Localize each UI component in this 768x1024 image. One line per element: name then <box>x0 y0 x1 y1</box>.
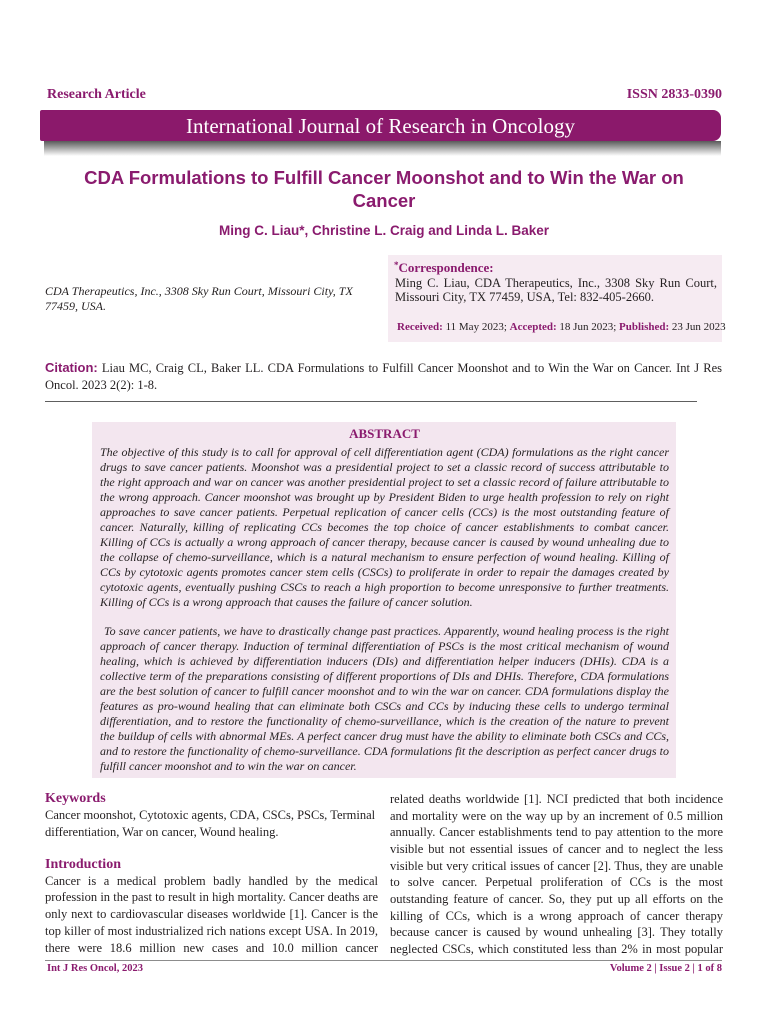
footer-rule <box>45 960 722 961</box>
published-date: 23 Jun 2023 <box>671 321 726 333</box>
correspondence-label: Correspondence: <box>398 260 494 275</box>
received-date: 11 May 2023; <box>445 321 507 333</box>
published-label: Published: <box>619 321 670 333</box>
publication-dates <box>397 320 726 334</box>
author-affiliation: CDA Therapeutics, Inc., 3308 Sky Run Court, Missouri City, TX 77459, USA. <box>45 284 353 313</box>
received-label: Received: <box>397 321 443 333</box>
citation-text: Liau MC, Craig CL, Baker LL. CDA Formulations to Fulfill Cancer Moonshot and to Win the War on Cancer. Int J Res Oncol. 2023 2(2): 1-8. <box>45 361 722 392</box>
banner-shadow <box>44 141 721 156</box>
section-divider <box>45 401 697 402</box>
abstract-box <box>92 422 676 778</box>
citation-label: Citation: <box>45 360 98 375</box>
introduction-text-column-1: Cancer is a medical problem badly handled by the medical profession in the past to result in high mortality. Cancer deaths are only next to cardiovascular diseases worldwide [1]. Cancer is the top killer of most industrialized rich nations except USA. In 2019, there were 18.6 million new cases and 10.0 million cancer <box>45 873 378 955</box>
accepted-date: 18 Jun 2023; <box>559 321 617 333</box>
journal-name: International Journal of Research in Oncology <box>186 113 575 138</box>
footer-page-info: Volume 2 | Issue 2 | 1 of 8 <box>609 963 722 974</box>
introduction-heading: Introduction <box>45 856 121 872</box>
citation-block <box>45 359 722 394</box>
article-type-label: Research Article <box>47 87 146 102</box>
correspondence-heading <box>394 260 494 275</box>
correspondence-details: Ming C. Liau, CDA Therapeutics, Inc., 3308 Sky Run Court, Missouri City, TX 77459, USA, Tel: 832-405-2660. <box>395 276 717 304</box>
issn-label: ISSN 2833-0390 <box>626 87 722 102</box>
abstract-paragraph: To save cancer patients, we have to drastically change past practices. Apparently, wound healing process is the right approach of cancer therapy. Induction of terminal differentiation of PSCs is the most critical mechanism of wound healing, which is achieved by differentiation inducers (DIs) and differentiation helper inducers (DHIs). CDA is a collective term of the preparations consisting of different proportions of DIs and DHIs. Therefore, CDA formulations are the best solution of cancer to fulfill cancer moonshot and to win the war on cancer. CDA formulations display the features as pro-wound healing that can eliminate both CSCs and CCs by inducing these cells to undergo terminal differentiation, and to restore the functionality of chemo-surveillance, which is the creation of the nature to prevent the buildup of cells with abnormal MEs. A perfect cancer drug must have the ability to eliminate both CSCs and CCs, and to restore the functionality of chemo-surveillance. CDA formulations fit the description as perfect cancer drugs to fulfill cancer moonshot and to win the war on cancer. <box>100 624 669 773</box>
correspondence-marker: * <box>394 260 399 270</box>
introduction-text-column-2: related deaths worldwide [1]. NCI predicted that both incidence and mortality were on the way up by an increment of 0.5 million annually. Cancer establishments tend to pay attention to the more visible but not essential issues of cancer and to neglect the less visible but very critical issues of cancer [2]. Thus, they are unable to solve cancer. Perpetual proliferation of CCs is the most outstanding feature of cancer. So, they put up all efforts on the killing of CCs, which is a wrong approach of cancer therapy because cancer is caused by wound unhealing [3]. They totally neglected CSCs, which constituted less than 2% in most popular <box>390 792 723 956</box>
correspondence-box <box>388 255 726 342</box>
author-list: Ming C. Liau*, Christine L. Craig and Linda L. Baker <box>218 223 550 238</box>
accepted-label: Accepted: <box>509 321 557 333</box>
article-title: CDA Formulations to Fulfill Cancer Moonshot and to Win the War on Cancer <box>84 167 684 211</box>
keywords-heading: Keywords <box>45 791 106 806</box>
abstract-heading: ABSTRACT <box>349 426 420 441</box>
footer-journal-citation: Int J Res Oncol, 2023 <box>47 963 143 974</box>
abstract-paragraph: The objective of this study is to call for approval of cell differentiation agent (CDA) formulations as the right cancer drugs to save cancer patients. Moonshot was a presidential project to set a classic record of success attributable to the right approach and war on cancer was another presidential project to set a classic record of failure attributable to the wrong approach. Cancer moonshot was brought up by President Biden to urge health profession to rely on right approaches to save cancer patients. Perpetual replication of cancer cells (CCs) is the most outstanding feature of cancer. Naturally, killing of replicating CCs becomes the top choice of cancer establishments to combat cancer. Killing of CCs is actually a wrong approach of cancer therapy, because cancer is caused by wound unhealing due to the collapse of chemo-surveillance, which is a natural mechanism to ensure perfection of wound healing. Killing of CCs by cytotoxic agents promotes cancer stem cells (CSCs) to proliferate in order to repair the damages created by cytotoxic agents, eventually pushing CSCs to reach a high proportion to become unresponsive to further treatments. Killing of CCs is a wrong approach that causes the failure of cancer solution. <box>100 445 669 609</box>
body-column-left <box>45 790 378 956</box>
keywords-text: Cancer moonshot, Cytotoxic agents, CDA, CSCs, PSCs, Terminal differentiation, War on cancer, Wound healing. <box>45 808 376 839</box>
journal-banner <box>40 110 721 141</box>
